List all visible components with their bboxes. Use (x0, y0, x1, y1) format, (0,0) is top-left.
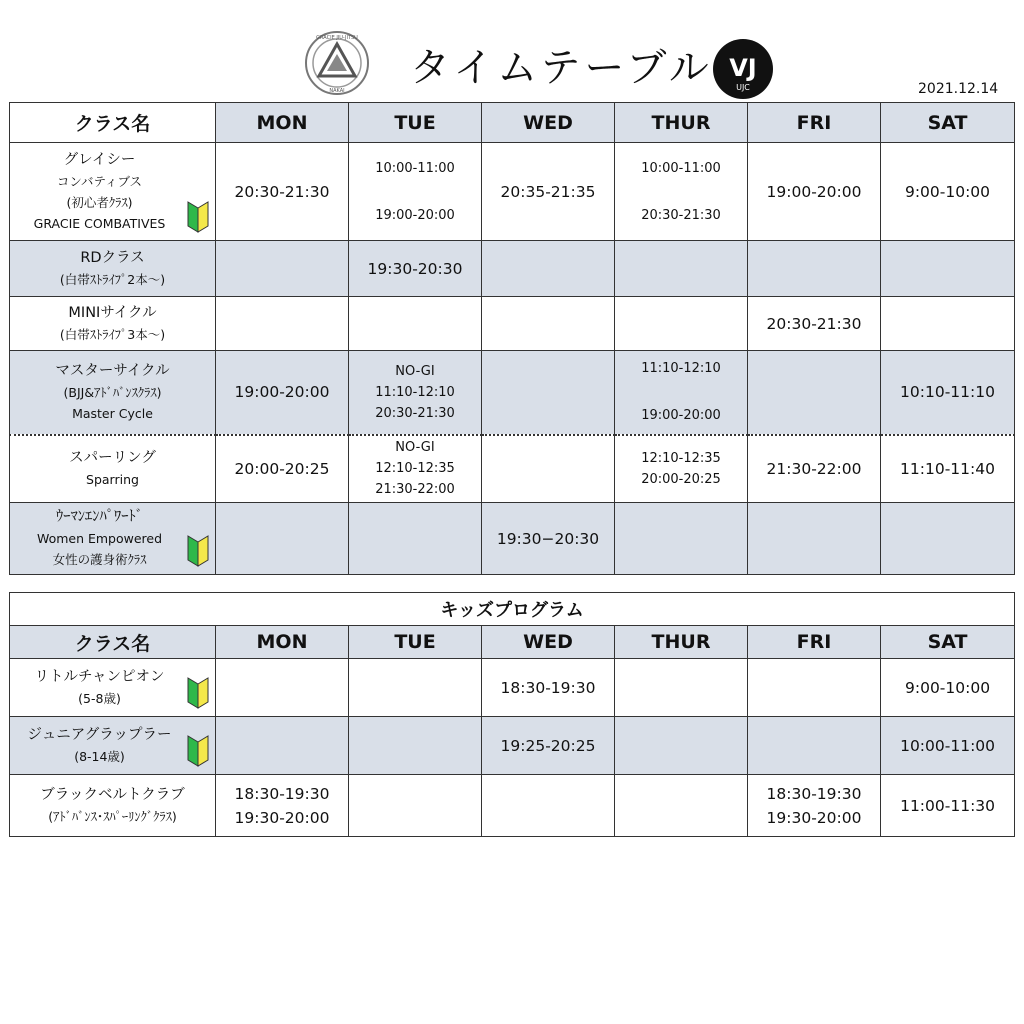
time-slot: 11:10-11:40 (900, 459, 995, 478)
time-cell-mon (216, 351, 349, 435)
time-slot: 21:30-22:00 (375, 482, 455, 498)
class-name-cell (10, 435, 216, 503)
gracie-logo-top-text: GRACIE JIU-JITSU (316, 35, 358, 41)
time-cell-tue (349, 775, 482, 837)
time-slot: 11:10-12:10 (375, 384, 455, 400)
class-row (10, 435, 1015, 503)
class-name-line: コンバティブス (56, 173, 143, 189)
column-header-wed: WED (482, 103, 615, 143)
class-name-cell (10, 717, 216, 775)
time-cell-sat (881, 659, 1015, 717)
time-cell-sat (881, 717, 1015, 775)
class-name-line: リトルチャンピオン (34, 668, 165, 685)
time-cell-wed (482, 717, 615, 775)
time-cell-fri (748, 775, 881, 837)
time-cell-fri (748, 435, 881, 503)
class-row (10, 775, 1015, 837)
time-cell-mon (216, 775, 349, 837)
time-cell-sat (881, 435, 1015, 503)
time-slot: 20:30-21:30 (375, 405, 455, 421)
column-header-class: クラス名 (10, 103, 216, 143)
class-name-cell (10, 143, 216, 241)
class-name-cell (10, 241, 216, 297)
column-header-sat: SAT (881, 626, 1015, 659)
adult-header-row (10, 103, 1015, 143)
time-slot: 11:00-11:30 (900, 796, 996, 815)
class-name-cell (10, 351, 216, 435)
time-cell-thur (615, 435, 748, 503)
time-slot: 19:00-20:00 (641, 408, 721, 424)
time-cell-tue (349, 241, 482, 297)
time-cell-tue (349, 351, 482, 435)
beginner-mark-icon (186, 734, 210, 768)
column-header-fri: FRI (748, 103, 881, 143)
class-name-line: ジュニアグラップラー (27, 726, 172, 743)
class-name-line: RDクラス (80, 249, 145, 266)
time-cell-thur (615, 351, 748, 435)
vjc-logo (712, 38, 774, 100)
class-name-line: Women Empowered (36, 531, 163, 546)
time-slot: 9:00-10:00 (905, 678, 991, 697)
class-name-cell (10, 503, 216, 575)
class-name-line: (BJJ&ｱﾄﾞﾊﾞﾝｽｸﾗｽ) (63, 384, 162, 400)
time-cell-tue (349, 659, 482, 717)
time-cell-thur (615, 659, 748, 717)
class-name-line: (初心者ｸﾗｽ) (66, 194, 133, 210)
column-header-thur: THUR (615, 626, 748, 659)
beginner-mark-icon (186, 200, 210, 234)
time-slot: 11:10-12:10 (641, 361, 721, 377)
time-cell-fri (748, 659, 881, 717)
time-cell-wed (482, 435, 615, 503)
time-cell-wed (482, 659, 615, 717)
time-cell-wed (482, 241, 615, 297)
class-row (10, 297, 1015, 351)
column-header-thur: THUR (615, 103, 748, 143)
time-cell-tue (349, 503, 482, 575)
kids-title-row (10, 593, 1015, 626)
column-header-mon: MON (216, 626, 349, 659)
gracie-logo-bottom-text: NAKAI (329, 88, 345, 94)
time-cell-wed (482, 143, 615, 241)
time-cell-wed (482, 351, 615, 435)
time-cell-thur (615, 241, 748, 297)
time-slot: NO-GI (395, 363, 435, 379)
time-cell-thur (615, 297, 748, 351)
time-slot: 19:30-20:30 (367, 259, 463, 278)
time-slot: 19:30−20:30 (496, 529, 600, 548)
date-label: 2021.12.14 (918, 81, 999, 97)
time-slot: 20:30-21:30 (234, 182, 330, 201)
time-cell-sat (881, 241, 1015, 297)
beginner-mark-icon (186, 534, 210, 568)
beginner-mark-icon (186, 676, 210, 710)
time-cell-mon (216, 241, 349, 297)
class-name-line: ブラックベルトクラブ (40, 786, 185, 803)
time-cell-mon (216, 435, 349, 503)
time-slot: 20:30-21:30 (641, 207, 721, 223)
time-slot: 20:00-20:25 (641, 471, 721, 487)
class-name-line: ｳｰﾏﾝｴﾝﾊﾟﾜｰﾄﾞ (56, 509, 143, 525)
time-cell-sat (881, 503, 1015, 575)
time-slot: 12:10-12:35 (641, 450, 721, 466)
time-cell-thur (615, 717, 748, 775)
time-cell-wed (482, 775, 615, 837)
time-cell-mon (216, 717, 349, 775)
class-name-line: GRACIE COMBATIVES (33, 215, 166, 231)
class-row (10, 717, 1015, 775)
class-name-line: MINIサイクル (68, 304, 157, 321)
time-spacer (615, 379, 747, 405)
class-name-line: (白帯ｽﾄﾗｲﾌﾟ3本～) (59, 326, 166, 342)
page-header (0, 0, 1024, 100)
time-cell-tue (349, 435, 482, 503)
time-slot: 18:30-19:30 (234, 784, 330, 803)
time-cell-mon (216, 503, 349, 575)
kids-program-title: キッズプログラム (10, 593, 1015, 626)
class-name-line: (ｱﾄﾞﾊﾞﾝｽ･ｽﾊﾟｰﾘﾝｸﾞｸﾗｽ) (48, 808, 177, 824)
class-name-line: Master Cycle (72, 405, 153, 421)
time-cell-fri (748, 351, 881, 435)
time-slot: 10:00-11:00 (900, 736, 996, 755)
time-slot: 19:30-20:00 (234, 808, 330, 827)
column-header-mon: MON (216, 103, 349, 143)
time-slot: 20:30-21:30 (766, 314, 862, 333)
class-row (10, 503, 1015, 575)
time-cell-sat (881, 775, 1015, 837)
adult-timetable (9, 102, 1015, 575)
time-slot: 10:00-11:00 (375, 160, 455, 176)
class-name-line: Sparring (86, 471, 139, 487)
time-spacer (615, 179, 747, 205)
column-header-tue: TUE (349, 103, 482, 143)
time-cell-fri (748, 143, 881, 241)
time-slot: 18:30-19:30 (766, 784, 862, 803)
time-slot: NO-GI (395, 440, 435, 456)
class-name-line: 女性の護身術ｸﾗｽ (52, 552, 147, 567)
time-spacer (349, 179, 481, 205)
column-header-class: クラス名 (10, 626, 216, 659)
time-slot: 9:00-10:00 (904, 182, 991, 201)
time-slot: 19:00-20:00 (766, 182, 862, 201)
column-header-sat: SAT (881, 103, 1015, 143)
class-name-line: グレイシー (63, 151, 136, 168)
time-cell-sat (881, 351, 1015, 435)
class-name-line: (5-8歳) (78, 690, 121, 706)
time-slot: 18:30-19:30 (500, 678, 596, 697)
time-slot: 20:35-21:35 (500, 182, 596, 201)
time-cell-fri (748, 503, 881, 575)
time-slot: 12:10-12:35 (375, 461, 455, 477)
time-cell-mon (216, 659, 349, 717)
time-slot: 10:00-11:00 (641, 160, 721, 176)
time-cell-thur (615, 775, 748, 837)
vjc-logo-sub-text: UJC (736, 83, 750, 92)
time-slot: 19:00-20:00 (234, 383, 330, 402)
column-header-fri: FRI (748, 626, 881, 659)
class-name-line: マスターサイクル (55, 362, 170, 379)
class-name-cell (10, 297, 216, 351)
page-title: タイムテーブル (410, 45, 713, 91)
time-cell-mon (216, 297, 349, 351)
time-cell-thur (615, 143, 748, 241)
time-slot: 10:10-11:10 (900, 383, 995, 402)
class-name-line: (8-14歳) (74, 748, 125, 764)
time-cell-tue (349, 717, 482, 775)
class-row (10, 143, 1015, 241)
time-slot: 19:00-20:00 (375, 207, 455, 223)
vjc-logo-main-text: VJ (729, 54, 757, 82)
kids-timetable (9, 592, 1015, 837)
column-header-tue: TUE (349, 626, 482, 659)
class-name-line: (白帯ｽﾄﾗｲﾌﾟ2本～) (59, 271, 166, 287)
class-name-cell (10, 659, 216, 717)
time-slot: 21:30-22:00 (766, 459, 862, 478)
time-cell-fri (748, 297, 881, 351)
time-cell-wed (482, 297, 615, 351)
time-cell-tue (349, 297, 482, 351)
class-row (10, 241, 1015, 297)
time-cell-mon (216, 143, 349, 241)
time-cell-sat (881, 143, 1015, 241)
time-slot: 19:30-20:00 (766, 808, 862, 827)
time-cell-fri (748, 241, 881, 297)
column-header-wed: WED (482, 626, 615, 659)
class-name-cell (10, 775, 216, 837)
gracie-logo (302, 30, 372, 96)
time-cell-tue (349, 143, 482, 241)
time-cell-sat (881, 297, 1015, 351)
time-slot: 19:25-20:25 (500, 736, 596, 755)
time-slot: 20:00-20:25 (234, 459, 330, 478)
kids-header-row (10, 626, 1015, 659)
class-name-line: スパーリング (69, 449, 156, 466)
time-cell-thur (615, 503, 748, 575)
class-row (10, 351, 1015, 435)
time-cell-wed (482, 503, 615, 575)
class-row (10, 659, 1015, 717)
time-cell-fri (748, 717, 881, 775)
